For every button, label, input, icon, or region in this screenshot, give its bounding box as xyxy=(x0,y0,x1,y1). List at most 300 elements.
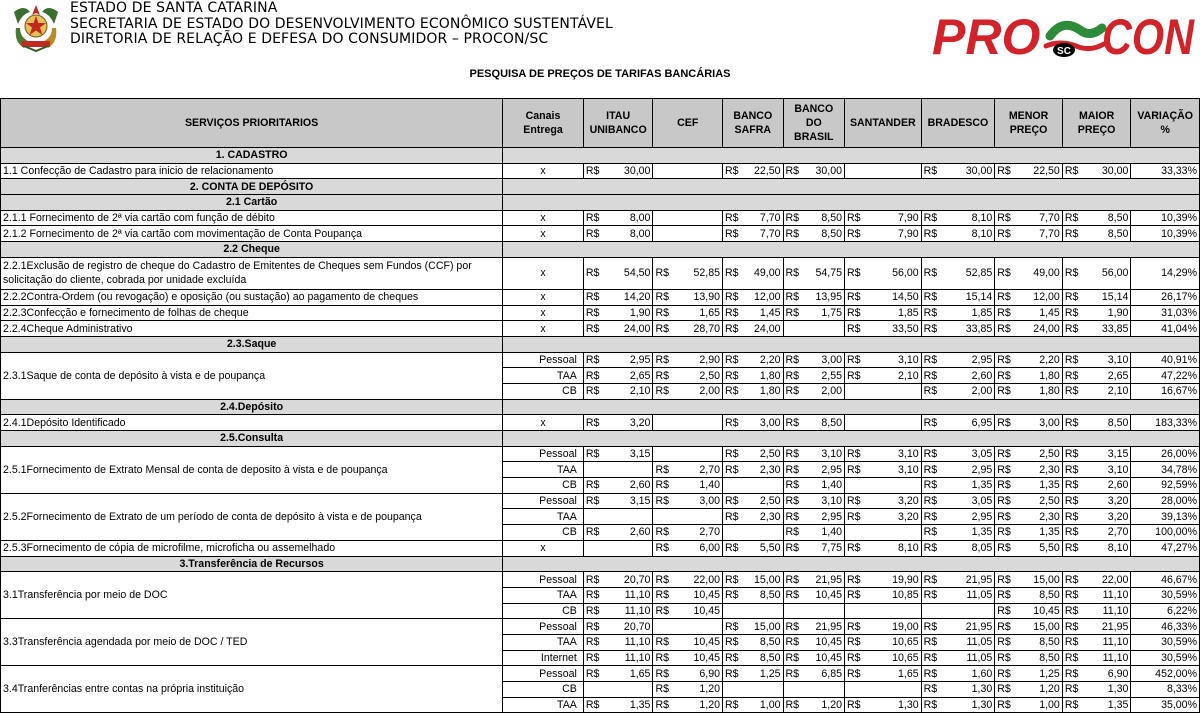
currency-symbol: R$ xyxy=(655,463,669,476)
price-cell xyxy=(921,666,995,682)
section-title: 3.Transferência de Recursos xyxy=(1,556,503,572)
price-value: 1,25 xyxy=(1039,667,1060,680)
price-cell xyxy=(783,368,845,384)
price-value: 22,00 xyxy=(693,573,721,586)
price-cell xyxy=(783,383,845,399)
price-value: 3,15 xyxy=(629,495,651,508)
price-value: 21,95 xyxy=(965,620,993,633)
price-value: 2,30 xyxy=(1039,463,1060,476)
price-cell xyxy=(723,478,784,494)
price-value: 2,95 xyxy=(821,510,843,523)
currency-symbol: R$ xyxy=(1064,448,1079,461)
price-value: 8,50 xyxy=(1039,651,1060,664)
price-cell xyxy=(995,415,1063,431)
currency-symbol: R$ xyxy=(1064,322,1079,335)
variation-cell: 8,33% xyxy=(1131,682,1200,698)
price-cell xyxy=(583,305,653,321)
price-cell xyxy=(653,163,723,179)
price-cell xyxy=(995,352,1063,368)
price-cell xyxy=(583,603,653,619)
price-cell xyxy=(1062,352,1131,368)
currency-symbol: R$ xyxy=(847,212,861,225)
section-title: 2. CONTA DE DEPÓSITO xyxy=(1,179,503,195)
currency-symbol: R$ xyxy=(997,667,1011,680)
variation-cell: 35,00% xyxy=(1131,697,1200,713)
currency-symbol: R$ xyxy=(585,589,600,602)
price-value: 11,10 xyxy=(1102,589,1129,602)
service-name: 1.1 Confecção de Cadastro para inicio de relacionamento xyxy=(1,163,503,179)
price-cell xyxy=(1062,587,1131,603)
price-cell xyxy=(845,383,922,399)
table-body xyxy=(1,148,1200,713)
price-cell xyxy=(921,383,995,399)
channel-cell: CB xyxy=(503,478,584,494)
price-value: 11,05 xyxy=(966,651,993,664)
price-value: 21,95 xyxy=(1101,620,1129,633)
price-cell xyxy=(845,305,922,321)
price-value: 8,05 xyxy=(971,542,993,555)
price-cell xyxy=(783,509,845,525)
currency-symbol: R$ xyxy=(655,267,669,280)
currency-symbol: R$ xyxy=(725,416,739,429)
price-value: 7,70 xyxy=(759,212,781,225)
section-row xyxy=(1,148,1200,164)
variation-cell: 33,33% xyxy=(1131,163,1200,179)
price-value: 10,45 xyxy=(815,636,843,649)
variation-cell: 10,39% xyxy=(1131,226,1200,242)
price-cell xyxy=(845,321,922,337)
currency-symbol: R$ xyxy=(785,589,800,602)
variation-cell: 47,27% xyxy=(1131,540,1200,556)
variation-cell: 39,13% xyxy=(1131,509,1200,525)
price-value: 8,10 xyxy=(898,542,919,555)
price-cell xyxy=(783,352,845,368)
price-cell xyxy=(723,305,784,321)
column-header-service: SERVIÇOS PRIORITARIOS xyxy=(1,99,503,148)
currency-symbol: R$ xyxy=(997,620,1011,633)
price-value: 2,30 xyxy=(759,463,781,476)
price-value: 3,10 xyxy=(821,495,843,508)
currency-symbol: R$ xyxy=(585,479,600,492)
column-header-safra: BANCO SAFRA xyxy=(723,99,784,148)
price-cell xyxy=(723,619,784,635)
service-name: 2.1.1 Fornecimento de 2ª via cartão com função de débito xyxy=(1,210,503,226)
price-value: 30,00 xyxy=(1101,165,1129,178)
currency-symbol: R$ xyxy=(1064,212,1079,225)
price-value: 2,20 xyxy=(1039,353,1060,366)
price-value: 2,50 xyxy=(699,369,721,382)
currency-symbol: R$ xyxy=(847,542,861,555)
service-name: 3.4Tranferências entre contas na própria instituição xyxy=(1,666,503,713)
price-cell xyxy=(723,509,784,525)
price-value: 13,95 xyxy=(815,291,843,304)
price-value: 1,35 xyxy=(971,479,993,492)
currency-symbol: R$ xyxy=(785,542,800,555)
channel-cell: Pessoal xyxy=(503,493,584,509)
price-cell xyxy=(1062,321,1131,337)
price-value: 2,90 xyxy=(699,353,721,366)
currency-symbol: R$ xyxy=(923,526,938,539)
price-value: 1,25 xyxy=(759,667,781,680)
price-value: 2,30 xyxy=(1039,510,1060,523)
price-value: 12,00 xyxy=(1033,291,1060,304)
currency-symbol: R$ xyxy=(655,573,669,586)
variation-cell: 26,17% xyxy=(1131,289,1200,305)
price-cell xyxy=(723,210,784,226)
currency-symbol: R$ xyxy=(847,322,861,335)
price-cell xyxy=(653,383,723,399)
currency-symbol: R$ xyxy=(1064,651,1079,664)
variation-cell: 452,00% xyxy=(1131,666,1200,682)
price-value: 2,60 xyxy=(629,479,651,492)
column-header-variation: VARIAÇÃO % xyxy=(1131,99,1200,148)
currency-symbol: R$ xyxy=(585,353,600,366)
price-cell xyxy=(653,650,723,666)
price-cell xyxy=(1062,603,1131,619)
currency-symbol: R$ xyxy=(997,267,1011,280)
price-value: 2,95 xyxy=(971,353,993,366)
currency-symbol: R$ xyxy=(997,636,1011,649)
price-value: 11,10 xyxy=(1102,604,1129,617)
price-cell xyxy=(583,210,653,226)
currency-symbol: R$ xyxy=(785,526,800,539)
price-cell xyxy=(921,210,995,226)
price-value: 10,85 xyxy=(892,589,919,602)
price-value: 1,90 xyxy=(629,306,651,319)
variation-cell: 16,67% xyxy=(1131,383,1200,399)
service-name: 2.5.2Fornecimento de Extrato de um período de conta de depósito à vista e de poupança xyxy=(1,493,503,540)
price-cell xyxy=(583,572,653,588)
price-cell xyxy=(845,493,922,509)
price-cell xyxy=(723,368,784,384)
price-cell xyxy=(995,462,1063,478)
price-cell xyxy=(723,415,784,431)
currency-symbol: R$ xyxy=(923,448,938,461)
channel-cell: x xyxy=(503,257,584,289)
currency-symbol: R$ xyxy=(785,267,800,280)
price-cell xyxy=(783,603,845,619)
price-value: 2,95 xyxy=(971,463,993,476)
price-value: 14,50 xyxy=(892,291,919,304)
price-value: 10,45 xyxy=(693,589,721,602)
table-row xyxy=(1,257,1200,289)
price-value: 1,00 xyxy=(1039,699,1060,712)
currency-symbol: R$ xyxy=(1064,604,1079,617)
currency-symbol: R$ xyxy=(725,620,739,633)
price-cell xyxy=(921,478,995,494)
price-cell xyxy=(653,525,723,541)
column-header-bradesco: BRADESCO xyxy=(921,99,995,148)
price-cell xyxy=(921,257,995,289)
currency-symbol: R$ xyxy=(1064,267,1079,280)
price-cell xyxy=(783,226,845,242)
channel-cell: x xyxy=(503,415,584,431)
price-cell xyxy=(583,634,653,650)
price-value: 2,65 xyxy=(629,369,651,382)
currency-symbol: R$ xyxy=(725,165,739,178)
variation-cell: 28,00% xyxy=(1131,493,1200,509)
channel-cell: Pessoal xyxy=(503,619,584,635)
currency-symbol: R$ xyxy=(655,542,669,555)
currency-symbol: R$ xyxy=(847,267,861,280)
variation-cell: 47,22% xyxy=(1131,368,1200,384)
price-cell xyxy=(723,493,784,509)
price-cell xyxy=(723,587,784,603)
channel-cell: TAA xyxy=(503,697,584,713)
price-value: 6,90 xyxy=(1107,667,1129,680)
price-cell xyxy=(921,634,995,650)
price-value: 54,50 xyxy=(623,267,651,280)
price-cell xyxy=(995,697,1063,713)
currency-symbol: R$ xyxy=(585,620,600,633)
currency-symbol: R$ xyxy=(847,651,861,664)
price-cell xyxy=(653,415,723,431)
price-cell xyxy=(921,415,995,431)
currency-symbol: R$ xyxy=(585,165,600,178)
channel-cell: x xyxy=(503,210,584,226)
price-value: 21,95 xyxy=(815,620,843,633)
price-cell xyxy=(583,352,653,368)
variation-cell: 100,00% xyxy=(1131,525,1200,541)
section-row xyxy=(1,336,1200,352)
table-row xyxy=(1,540,1200,556)
currency-symbol: R$ xyxy=(725,463,739,476)
currency-symbol: R$ xyxy=(725,542,739,555)
price-cell xyxy=(583,540,653,556)
price-cell xyxy=(723,163,784,179)
price-cell xyxy=(1062,493,1131,509)
currency-symbol: R$ xyxy=(725,385,739,398)
price-value: 30,00 xyxy=(965,165,993,178)
currency-symbol: R$ xyxy=(1064,683,1079,696)
price-value: 11,05 xyxy=(966,589,993,602)
section-fill xyxy=(503,431,1200,447)
channel-cell: x xyxy=(503,289,584,305)
currency-symbol: R$ xyxy=(785,416,800,429)
price-value: 1,35 xyxy=(1107,699,1129,712)
price-cell xyxy=(783,289,845,305)
price-value: 56,00 xyxy=(892,267,919,280)
price-value: 8,50 xyxy=(1039,589,1060,602)
price-value: 2,10 xyxy=(629,385,651,398)
service-name: 2.2.2Contra-Ordem (ou revogação) e oposição (ou sustação) ao pagamento de cheques xyxy=(1,289,503,305)
price-cell xyxy=(921,619,995,635)
price-cell xyxy=(921,226,995,242)
price-cell xyxy=(1062,540,1131,556)
price-value: 1,30 xyxy=(898,699,919,712)
channel-cell: CB xyxy=(503,525,584,541)
currency-symbol: R$ xyxy=(585,448,600,461)
price-cell xyxy=(653,682,723,698)
price-value: 10,45 xyxy=(693,651,721,664)
santa-catarina-coat-of-arms-icon xyxy=(10,2,62,52)
variation-cell: 41,04% xyxy=(1131,321,1200,337)
price-value: 1,80 xyxy=(1039,385,1060,398)
currency-symbol: R$ xyxy=(585,267,600,280)
table-row xyxy=(1,619,1200,635)
service-name: 2.2.1Exclusão de registro de cheque do Cadastro de Emitentes de Cheques sem Fundos (CCF) por solicitação do cliente, cobrada por unidade excluída xyxy=(1,257,503,289)
price-cell xyxy=(1062,478,1131,494)
currency-symbol: R$ xyxy=(923,589,938,602)
price-value: 8,10 xyxy=(971,212,993,225)
table-row xyxy=(1,352,1200,368)
price-value: 54,75 xyxy=(815,267,843,280)
price-value: 2,10 xyxy=(898,369,919,382)
column-header-max-price: MAIOR PREÇO xyxy=(1062,99,1131,148)
price-value: 15,14 xyxy=(1101,291,1129,304)
price-value: 5,50 xyxy=(1039,542,1060,555)
price-value: 2,55 xyxy=(821,369,843,382)
currency-symbol: R$ xyxy=(1064,526,1079,539)
price-cell xyxy=(845,368,922,384)
price-value: 2,00 xyxy=(971,385,993,398)
currency-symbol: R$ xyxy=(1064,636,1079,649)
currency-symbol: R$ xyxy=(923,651,938,664)
price-cell xyxy=(1062,305,1131,321)
price-value: 3,20 xyxy=(1107,495,1129,508)
price-cell xyxy=(995,587,1063,603)
currency-symbol: R$ xyxy=(785,479,800,492)
price-cell xyxy=(845,509,922,525)
currency-symbol: R$ xyxy=(923,699,938,712)
currency-symbol: R$ xyxy=(655,589,669,602)
price-cell xyxy=(653,478,723,494)
price-value: 49,00 xyxy=(754,267,781,280)
price-cell xyxy=(921,289,995,305)
currency-symbol: R$ xyxy=(997,651,1011,664)
currency-symbol: R$ xyxy=(655,291,669,304)
price-cell xyxy=(845,603,922,619)
currency-symbol: R$ xyxy=(997,683,1011,696)
price-cell xyxy=(921,650,995,666)
price-value: 11,10 xyxy=(624,589,651,602)
price-cell xyxy=(995,446,1063,462)
price-cell xyxy=(583,226,653,242)
service-name: 3.3Transferência agendada por meio de DOC / TED xyxy=(1,619,503,666)
currency-symbol: R$ xyxy=(585,636,600,649)
price-value: 20,70 xyxy=(623,620,651,633)
price-value: 7,90 xyxy=(898,227,919,240)
state-name: ESTADO DE SANTA CATARINA xyxy=(70,0,278,16)
price-cell xyxy=(723,352,784,368)
currency-symbol: R$ xyxy=(1064,620,1079,633)
price-value: 21,95 xyxy=(965,573,993,586)
price-cell xyxy=(783,540,845,556)
price-cell xyxy=(653,321,723,337)
currency-symbol: R$ xyxy=(923,385,938,398)
price-cell xyxy=(1062,572,1131,588)
price-value: 1,80 xyxy=(759,385,781,398)
price-value: 52,85 xyxy=(965,267,993,280)
currency-symbol: R$ xyxy=(725,636,739,649)
currency-symbol: R$ xyxy=(847,463,861,476)
price-cell xyxy=(845,650,922,666)
table-row xyxy=(1,572,1200,588)
price-cell xyxy=(583,650,653,666)
price-value: 6,90 xyxy=(699,667,721,680)
price-cell xyxy=(995,682,1063,698)
service-name: 2.4.1Depósito Identificado xyxy=(1,415,503,431)
price-value: 2,70 xyxy=(699,526,721,539)
currency-symbol: R$ xyxy=(923,291,938,304)
price-cell xyxy=(723,666,784,682)
price-value: 1,20 xyxy=(699,683,721,696)
channel-cell: Pessoal xyxy=(503,666,584,682)
currency-symbol: R$ xyxy=(785,448,800,461)
price-value: 2,50 xyxy=(1039,448,1060,461)
price-cell xyxy=(995,321,1063,337)
price-value: 56,00 xyxy=(1101,267,1129,280)
price-value: 24,00 xyxy=(623,322,651,335)
variation-cell: 40,91% xyxy=(1131,352,1200,368)
price-value: 6,00 xyxy=(699,542,721,555)
currency-symbol: R$ xyxy=(1064,542,1079,555)
price-value: 1,35 xyxy=(1039,526,1060,539)
table-row xyxy=(1,666,1200,682)
price-cell xyxy=(1062,682,1131,698)
price-cell xyxy=(723,650,784,666)
price-value: 8,00 xyxy=(629,227,651,240)
price-value: 3,15 xyxy=(629,448,651,461)
price-value: 2,95 xyxy=(971,510,993,523)
price-cell xyxy=(653,226,723,242)
currency-symbol: R$ xyxy=(655,306,669,319)
price-cell xyxy=(783,634,845,650)
price-cell xyxy=(1062,462,1131,478)
price-cell xyxy=(845,634,922,650)
price-cell xyxy=(845,697,922,713)
currency-symbol: R$ xyxy=(725,322,739,335)
variation-cell: 183,33% xyxy=(1131,415,1200,431)
price-value: 2,60 xyxy=(629,526,651,539)
price-cell xyxy=(1062,257,1131,289)
table-row xyxy=(1,226,1200,242)
section-fill xyxy=(503,195,1200,211)
price-value: 1,30 xyxy=(971,683,993,696)
price-cell xyxy=(995,619,1063,635)
currency-symbol: R$ xyxy=(785,353,800,366)
table-row xyxy=(1,415,1200,431)
currency-symbol: R$ xyxy=(847,667,861,680)
table-row xyxy=(1,321,1200,337)
section-title: 2.5.Consulta xyxy=(1,431,503,447)
price-value: 3,00 xyxy=(821,353,843,366)
price-cell xyxy=(583,163,653,179)
variation-cell: 46,67% xyxy=(1131,572,1200,588)
price-cell xyxy=(583,619,653,635)
price-cell xyxy=(723,634,784,650)
procon-sc-logo xyxy=(930,6,1195,66)
currency-symbol: R$ xyxy=(725,353,739,366)
price-value: 1,35 xyxy=(971,526,993,539)
price-cell xyxy=(1062,650,1131,666)
price-cell xyxy=(921,462,995,478)
price-cell xyxy=(583,368,653,384)
currency-symbol: R$ xyxy=(785,636,800,649)
channel-cell: TAA xyxy=(503,587,584,603)
currency-symbol: R$ xyxy=(847,495,861,508)
currency-symbol: R$ xyxy=(785,573,800,586)
currency-symbol: R$ xyxy=(655,495,669,508)
price-cell xyxy=(995,226,1063,242)
price-cell xyxy=(921,509,995,525)
price-cell xyxy=(995,163,1063,179)
price-value: 24,00 xyxy=(754,322,781,335)
price-cell xyxy=(583,383,653,399)
price-value: 1,40 xyxy=(699,479,721,492)
price-value: 2,95 xyxy=(629,353,651,366)
currency-symbol: R$ xyxy=(923,510,938,523)
